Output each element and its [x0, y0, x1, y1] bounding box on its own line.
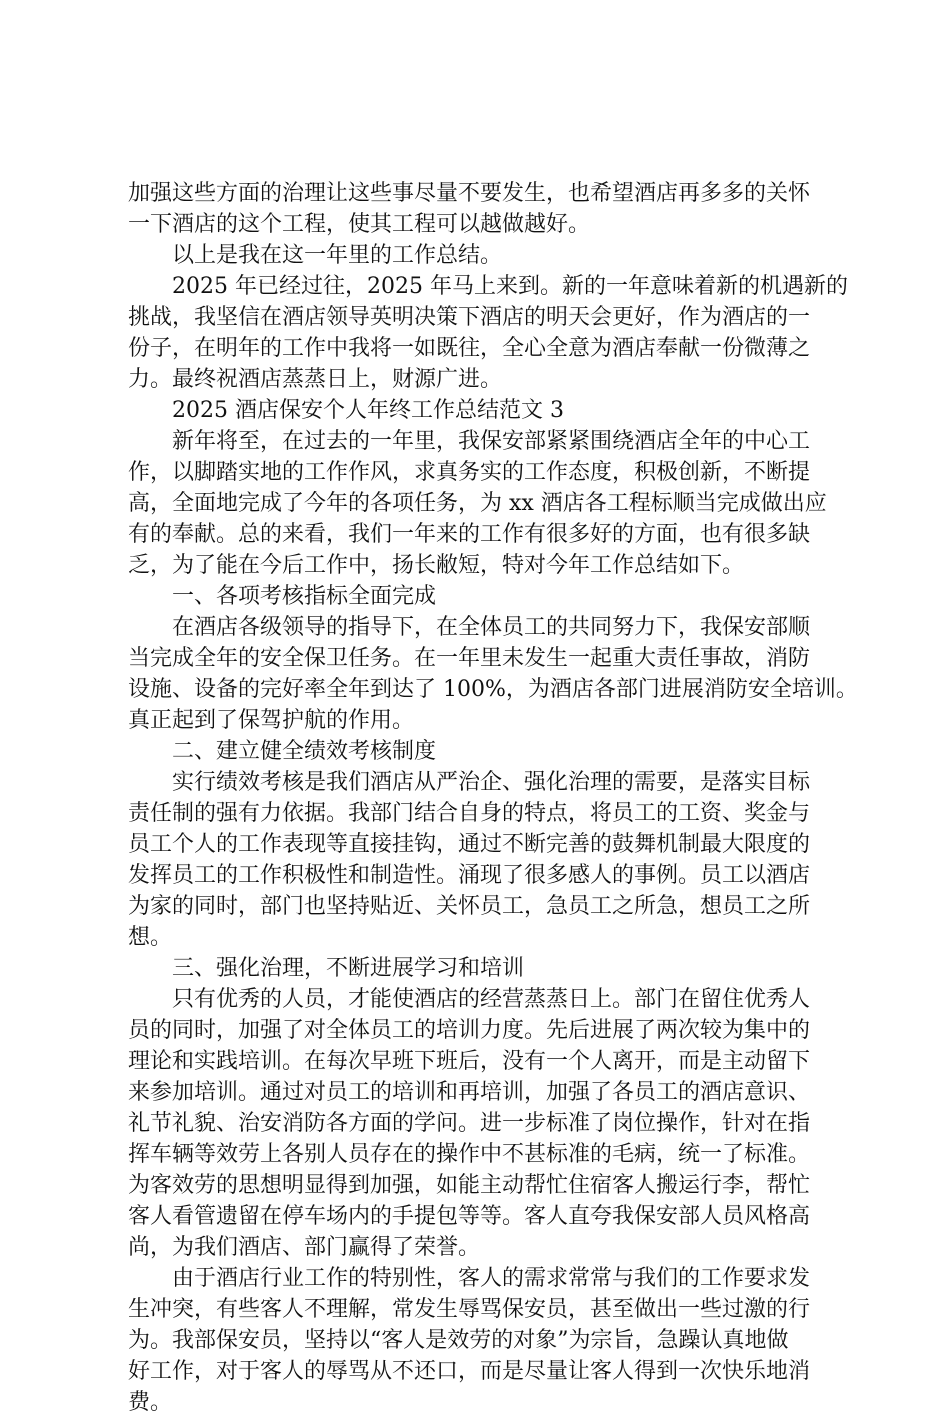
text-line: 一下酒店的这个工程，使其工程可以越做越好。: [128, 212, 591, 237]
text-line: 只有优秀的人员，才能使酒店的经营蒸蒸日上。部门在留住优秀人: [172, 987, 811, 1012]
text-line: 责任制的强有力依据。我部门结合自身的特点，将员工的工资、奖金与: [128, 801, 811, 826]
text-line: 想。: [128, 925, 173, 950]
text-line: 员的同时，加强了对全体员工的培训力度。先后进展了两次较为集中的: [128, 1018, 811, 1043]
text-line: 2025 年已经过往，2025 年马上来到。新的一年意味着新的机遇新的: [172, 274, 848, 299]
text-line: 实行绩效考核是我们酒店从严治企、强化治理的需要，是落实目标: [172, 770, 811, 795]
paragraph: [128, 240, 848, 271]
paragraph: [128, 426, 848, 581]
text-line: 加强这些方面的治理让这些事尽量不要发生，也希望酒店再多多的关怀: [128, 181, 811, 206]
paragraph: [128, 984, 848, 1263]
text-line: 新年将至，在过去的一年里，我保安部紧紧围绕酒店全年的中心工: [172, 429, 811, 454]
text-line: 二、建立健全绩效考核制度: [172, 739, 437, 764]
text-line: 三、强化治理，不断进展学习和培训: [172, 956, 525, 981]
text-line: 挑战，我坚信在酒店领导英明决策下酒店的明天会更好，作为酒店的一: [128, 305, 811, 330]
text-line: 发挥员工的工作积极性和制造性。涌现了很多感人的事例。员工以酒店: [128, 863, 811, 888]
text-line: 在酒店各级领导的指导下，在全体员工的共同努力下，我保安部顺: [172, 615, 811, 640]
text-line: 来参加培训。通过对员工的培训和再培训，加强了各员工的酒店意识、: [128, 1080, 811, 1105]
text-line: 力。最终祝酒店蒸蒸日上，财源广进。: [128, 367, 503, 392]
text-line: 一、各项考核指标全面完成: [172, 584, 437, 609]
paragraph: [128, 581, 848, 612]
paragraph: [128, 178, 848, 240]
text-line: 为家的同时，部门也坚持贴近、关怀员工，急员工之所急，想员工之所: [128, 894, 811, 919]
text-line: 尚，为我们酒店、部门赢得了荣誉。: [128, 1235, 481, 1260]
text-line: 为。我部保安员，坚持以“客人是效劳的对象”为宗旨，急躁认真地做: [128, 1328, 789, 1353]
text-line: 挥车辆等效劳上各别人员存在的操作中不甚标准的毛病，统一了标准。: [128, 1142, 811, 1167]
text-line: 为客效劳的思想明显得到加强，如能主动帮忙住宿客人搬运行李，帮忙: [128, 1173, 811, 1198]
paragraph: [128, 1263, 848, 1418]
text-line: 费。: [128, 1390, 173, 1415]
text-line: 员工个人的工作表现等直接挂钩，通过不断完善的鼓舞机制最大限度的: [128, 832, 811, 857]
text-line: 生冲突，有些客人不理解，常发生辱骂保安员，甚至做出一些过激的行: [128, 1297, 811, 1322]
document-body: [128, 178, 858, 1418]
paragraph: [128, 953, 848, 984]
text-line: 作，以脚踏实地的工作作风，求真务实的工作态度，积极创新，不断提: [128, 460, 811, 485]
text-line: 有的奉献。总的来看，我们一年来的工作有很多好的方面，也有很多缺: [128, 522, 811, 547]
paragraph: [128, 612, 858, 736]
paragraph: [128, 395, 848, 426]
paragraph: [128, 736, 848, 767]
paragraph: [128, 271, 848, 395]
text-line: 2025 酒店保安个人年终工作总结范文 3: [172, 398, 564, 423]
text-line: 好工作，对于客人的辱骂从不还口，而是尽量让客人得到一次快乐地消: [128, 1359, 811, 1384]
text-line: 礼节礼貌、治安消防各方面的学问。进一步标准了岗位操作，针对在指: [128, 1111, 811, 1136]
text-line: 乏，为了能在今后工作中，扬长敝短，特对今年工作总结如下。: [128, 553, 745, 578]
text-line: 以上是我在这一年里的工作总结。: [172, 243, 503, 268]
text-line: 客人看管遗留在停车场内的手提包等等。客人直夸我保安部人员风格高: [128, 1204, 811, 1229]
text-line: 理论和实践培训。在每次早班下班后，没有一个人离开，而是主动留下: [128, 1049, 811, 1074]
text-line: 真正起到了保驾护航的作用。: [128, 708, 415, 733]
text-line: 份子，在明年的工作中我将一如既往，全心全意为酒店奉献一份微薄之: [128, 336, 811, 361]
paragraph: [128, 767, 848, 953]
text-line: 高，全面地完成了今年的各项任务，为 xx 酒店各工程标顺当完成做出应: [128, 491, 827, 516]
text-line: 由于酒店行业工作的特别性，客人的需求常常与我们的工作要求发: [172, 1266, 811, 1291]
text-line: 当完成全年的安全保卫任务。在一年里未发生一起重大责任事故，消防: [128, 646, 811, 671]
text-line: 设施、设备的完好率全年到达了 100%，为酒店各部门进展消防安全培训。: [128, 677, 858, 702]
